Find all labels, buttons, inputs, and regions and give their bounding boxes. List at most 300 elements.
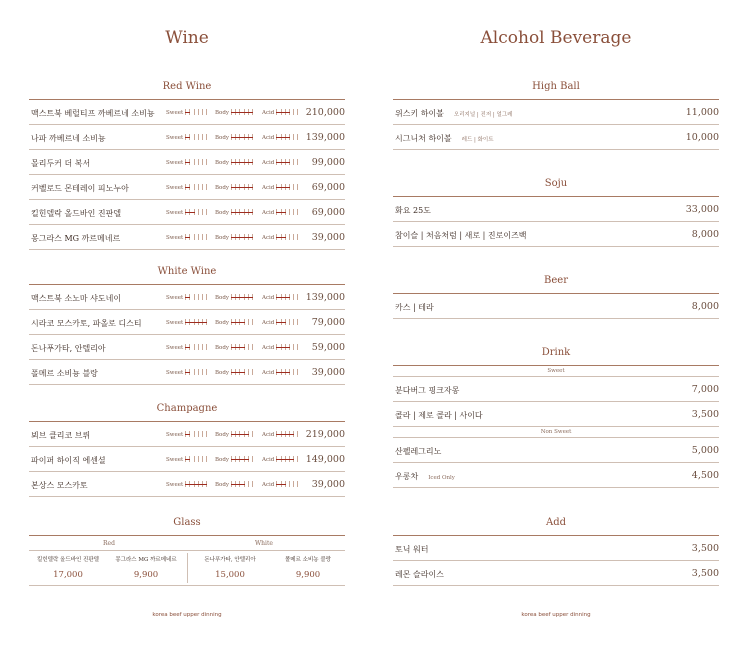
acid-level-fill bbox=[276, 237, 285, 239]
acid-label: Acid bbox=[262, 344, 275, 351]
sweet-level-bar bbox=[185, 456, 207, 462]
item-price: 210,000 bbox=[305, 107, 345, 118]
sweet-level-fill bbox=[185, 297, 190, 299]
body-level-bar bbox=[231, 481, 253, 487]
level-tick bbox=[202, 134, 203, 140]
wine-footer: korea beef upper dinning bbox=[152, 612, 222, 618]
add-section bbox=[393, 516, 719, 586]
level-tick bbox=[293, 159, 294, 165]
item-name-text: 분다버그 핑크자몽 bbox=[395, 386, 460, 395]
sweet-level-bar bbox=[185, 109, 207, 115]
acid-level-fill bbox=[276, 322, 285, 324]
acid-label: Acid bbox=[262, 369, 275, 376]
body-meter bbox=[215, 184, 253, 191]
level-tick bbox=[289, 481, 290, 487]
level-tick bbox=[206, 294, 207, 300]
acid-label: Acid bbox=[262, 294, 275, 301]
item-name bbox=[395, 133, 494, 144]
item-name bbox=[31, 233, 120, 244]
item-name bbox=[395, 230, 527, 241]
menu-row bbox=[393, 463, 719, 488]
sweet-level-bar bbox=[185, 134, 207, 140]
glass-title: Glass bbox=[173, 517, 201, 528]
glass-item-price: 9,900 bbox=[295, 570, 321, 580]
item-price: 69,000 bbox=[311, 207, 345, 218]
item-price: 149,000 bbox=[305, 454, 345, 465]
glass-item-name: 몽그라스 MG 까르메네르 bbox=[115, 557, 177, 563]
body-meter bbox=[215, 369, 253, 376]
glass-item bbox=[191, 555, 269, 580]
acid-level-fill bbox=[276, 297, 290, 299]
body-label: Body bbox=[215, 456, 229, 463]
sweet-level-bar bbox=[185, 319, 207, 325]
acid-meter bbox=[262, 481, 298, 488]
level-tick bbox=[248, 481, 249, 487]
acid-meter bbox=[262, 344, 298, 351]
sweet-label: Sweet bbox=[166, 456, 184, 463]
sweet-meter bbox=[166, 294, 207, 301]
sweet-level-fill bbox=[185, 187, 190, 189]
item-name bbox=[31, 368, 98, 379]
wine-row bbox=[29, 310, 345, 335]
level-tick bbox=[252, 369, 253, 375]
item-name-text: 나파 까베르네 소비뇽 bbox=[31, 134, 106, 143]
menu-row bbox=[393, 125, 719, 150]
menu-row bbox=[393, 100, 719, 125]
acid-level-bar bbox=[276, 209, 298, 215]
item-name-text: 우롱차 bbox=[395, 472, 419, 481]
level-tick bbox=[297, 159, 298, 165]
wine-row bbox=[29, 472, 345, 497]
level-tick bbox=[297, 184, 298, 190]
body-level-fill bbox=[231, 322, 245, 324]
level-tick bbox=[198, 234, 199, 240]
level-tick bbox=[293, 184, 294, 190]
item-price: 11,000 bbox=[685, 107, 719, 118]
body-level-fill bbox=[231, 162, 253, 164]
sweet-level-fill bbox=[185, 237, 190, 239]
item-name bbox=[31, 158, 90, 169]
sweet-level-fill bbox=[185, 212, 194, 214]
item-name-text: 참이슬 | 처음처럼 | 새로 | 진로이즈백 bbox=[395, 231, 527, 240]
soju-title: Soju bbox=[544, 178, 568, 189]
sweet-label: Sweet bbox=[166, 184, 184, 191]
level-tick bbox=[252, 431, 253, 437]
item-name bbox=[395, 385, 459, 396]
item-name-text: 폴메르 소비뇽 블랑 bbox=[31, 369, 98, 378]
body-label: Body bbox=[215, 159, 229, 166]
acid-label: Acid bbox=[262, 431, 275, 438]
glass-item-name: 킬힌델락 올드바인 진판델 bbox=[37, 557, 99, 563]
level-tick bbox=[252, 344, 253, 350]
level-tick bbox=[293, 319, 294, 325]
body-level-bar bbox=[231, 319, 253, 325]
level-tick bbox=[202, 234, 203, 240]
level-tick bbox=[206, 344, 207, 350]
level-tick bbox=[293, 109, 294, 115]
beer-title: Beer bbox=[544, 275, 568, 286]
sweet-label: Sweet bbox=[166, 294, 184, 301]
sweet-meter bbox=[166, 209, 207, 216]
acid-meter bbox=[262, 319, 298, 326]
sweet-label: Sweet bbox=[166, 234, 184, 241]
level-tick bbox=[297, 344, 298, 350]
item-price: 3,500 bbox=[691, 568, 719, 579]
acid-level-bar bbox=[276, 294, 298, 300]
body-meter bbox=[215, 209, 253, 216]
acid-label: Acid bbox=[262, 481, 275, 488]
item-name bbox=[31, 208, 121, 219]
wine-row bbox=[29, 335, 345, 360]
item-name bbox=[31, 480, 88, 491]
glass-item-name: 폴메르 소비뇽 블랑 bbox=[284, 557, 331, 563]
alcohol-footer: korea beef upper dinning bbox=[521, 612, 591, 618]
acid-meter bbox=[262, 456, 298, 463]
item-price: 39,000 bbox=[311, 367, 345, 378]
red-wine-title: Red Wine bbox=[162, 81, 212, 92]
item-name bbox=[31, 293, 121, 304]
item-name-text: 카스 | 테라 bbox=[395, 303, 434, 312]
sweet-level-bar bbox=[185, 209, 207, 215]
body-level-bar bbox=[231, 184, 253, 190]
wine-row bbox=[29, 422, 345, 447]
sweet-label: Sweet bbox=[166, 344, 184, 351]
acid-level-fill bbox=[276, 112, 290, 114]
sweet-level-fill bbox=[185, 112, 190, 114]
level-tick bbox=[194, 294, 195, 300]
item-name bbox=[395, 471, 455, 482]
acid-level-bar bbox=[276, 184, 298, 190]
item-price: 139,000 bbox=[305, 132, 345, 143]
level-tick bbox=[206, 234, 207, 240]
item-name bbox=[395, 302, 434, 313]
level-tick bbox=[252, 481, 253, 487]
sweet-level-fill bbox=[185, 372, 190, 374]
level-tick bbox=[194, 184, 195, 190]
white-wine-section bbox=[29, 265, 345, 385]
level-tick bbox=[248, 344, 249, 350]
glass-section bbox=[29, 516, 345, 586]
level-tick bbox=[206, 369, 207, 375]
level-tick bbox=[206, 134, 207, 140]
sweet-meter bbox=[166, 344, 207, 351]
acid-meter bbox=[262, 431, 298, 438]
sweet-level-bar bbox=[185, 344, 207, 350]
item-price: 99,000 bbox=[311, 157, 345, 168]
item-name bbox=[31, 183, 129, 194]
acid-level-fill bbox=[276, 372, 290, 374]
acid-level-fill bbox=[276, 434, 294, 436]
level-tick bbox=[202, 369, 203, 375]
red-wine-section bbox=[29, 80, 345, 250]
wine-page bbox=[29, 0, 345, 649]
acid-meter bbox=[262, 159, 298, 166]
acid-label: Acid bbox=[262, 109, 275, 116]
item-name-text: 토닉 워터 bbox=[395, 545, 429, 554]
body-level-bar bbox=[231, 234, 253, 240]
wine-row bbox=[29, 175, 345, 200]
item-price: 5,000 bbox=[691, 445, 719, 456]
glass-item-price: 17,000 bbox=[53, 570, 83, 580]
body-level-fill bbox=[231, 347, 245, 349]
glass-item-price: 15,000 bbox=[215, 570, 245, 580]
acid-level-fill bbox=[276, 162, 290, 164]
level-tick bbox=[206, 184, 207, 190]
level-tick bbox=[297, 209, 298, 215]
item-name-text: 돈나푸가타, 안텔리아 bbox=[31, 344, 106, 353]
level-tick bbox=[198, 294, 199, 300]
sweet-level-fill bbox=[185, 459, 190, 461]
wine-row bbox=[29, 200, 345, 225]
level-tick bbox=[206, 209, 207, 215]
wine-title: Wine bbox=[165, 28, 209, 48]
level-tick bbox=[293, 134, 294, 140]
item-name bbox=[395, 446, 441, 457]
item-price: 219,000 bbox=[305, 429, 345, 440]
drink-section bbox=[393, 346, 719, 488]
level-tick bbox=[206, 159, 207, 165]
sweet-meter bbox=[166, 369, 207, 376]
menu-row bbox=[393, 222, 719, 247]
level-tick bbox=[297, 234, 298, 240]
item-name-text: 파이퍼 하이직 에센셜 bbox=[31, 456, 106, 465]
item-note: 레드 | 화이트 bbox=[461, 137, 494, 143]
item-price: 4,500 bbox=[691, 470, 719, 481]
acid-level-fill bbox=[276, 347, 290, 349]
sweet-meter bbox=[166, 319, 207, 326]
highball-section bbox=[393, 80, 719, 150]
level-tick bbox=[198, 369, 199, 375]
glass-item-price: 9,900 bbox=[133, 570, 159, 580]
body-level-fill bbox=[231, 137, 253, 139]
body-level-fill bbox=[231, 297, 253, 299]
menu-row bbox=[393, 294, 719, 319]
body-level-fill bbox=[231, 459, 249, 461]
glass-red-label: Red bbox=[103, 540, 115, 547]
acid-label: Acid bbox=[262, 234, 275, 241]
body-label: Body bbox=[215, 344, 229, 351]
body-meter bbox=[215, 344, 253, 351]
item-name-text: 산펠레그리노 bbox=[395, 447, 442, 456]
sweet-meter bbox=[166, 159, 207, 166]
body-level-bar bbox=[231, 159, 253, 165]
level-tick bbox=[194, 456, 195, 462]
sweet-level-fill bbox=[185, 484, 207, 486]
sweet-level-bar bbox=[185, 184, 207, 190]
menu-row bbox=[393, 402, 719, 427]
level-tick bbox=[297, 369, 298, 375]
sweet-level-fill bbox=[185, 137, 190, 139]
sweet-label: Sweet bbox=[166, 209, 184, 216]
item-note: 오리지널 | 진저 | 얼그레 bbox=[453, 112, 513, 118]
sweet-meter bbox=[166, 481, 207, 488]
item-name-text: 본상스 모스카토 bbox=[31, 481, 88, 490]
wine-row bbox=[29, 225, 345, 250]
sweet-level-bar bbox=[185, 159, 207, 165]
item-price: 33,000 bbox=[685, 204, 719, 215]
level-tick bbox=[202, 209, 203, 215]
champagne-section bbox=[29, 402, 345, 497]
sweet-meter bbox=[166, 456, 207, 463]
body-level-bar bbox=[231, 294, 253, 300]
menu-row bbox=[393, 536, 719, 561]
level-tick bbox=[289, 209, 290, 215]
acid-level-bar bbox=[276, 456, 298, 462]
acid-level-bar bbox=[276, 134, 298, 140]
body-level-bar bbox=[231, 209, 253, 215]
item-name-text: 시라코 모스카토, 파올로 디스티 bbox=[31, 319, 142, 328]
menu-row bbox=[393, 197, 719, 222]
level-tick bbox=[248, 369, 249, 375]
drink-title: Drink bbox=[541, 347, 571, 358]
acid-level-fill bbox=[276, 484, 285, 486]
body-meter bbox=[215, 319, 253, 326]
level-tick bbox=[206, 109, 207, 115]
sweet-meter bbox=[166, 234, 207, 241]
body-level-fill bbox=[231, 112, 253, 114]
acid-level-bar bbox=[276, 319, 298, 325]
acid-meter bbox=[262, 109, 298, 116]
wine-row bbox=[29, 447, 345, 472]
sweet-level-bar bbox=[185, 234, 207, 240]
level-tick bbox=[293, 209, 294, 215]
menu-row bbox=[393, 438, 719, 463]
acid-label: Acid bbox=[262, 319, 275, 326]
body-meter bbox=[215, 481, 253, 488]
body-level-bar bbox=[231, 134, 253, 140]
body-label: Body bbox=[215, 109, 229, 116]
acid-level-fill bbox=[276, 212, 285, 214]
sweet-label: Sweet bbox=[166, 109, 184, 116]
level-tick bbox=[194, 109, 195, 115]
sweet-label: Sweet bbox=[166, 319, 184, 326]
level-tick bbox=[194, 159, 195, 165]
item-name bbox=[395, 410, 483, 421]
item-name bbox=[395, 544, 428, 555]
item-price: 69,000 bbox=[311, 182, 345, 193]
sweet-level-bar bbox=[185, 481, 207, 487]
body-level-fill bbox=[231, 187, 253, 189]
acid-meter bbox=[262, 294, 298, 301]
body-label: Body bbox=[215, 294, 229, 301]
body-meter bbox=[215, 234, 253, 241]
acid-level-fill bbox=[276, 187, 290, 189]
item-name bbox=[31, 318, 142, 329]
level-tick bbox=[206, 456, 207, 462]
level-tick bbox=[293, 344, 294, 350]
beer-section bbox=[393, 274, 719, 319]
sweet-level-fill bbox=[185, 434, 190, 436]
level-tick bbox=[198, 431, 199, 437]
wine-row bbox=[29, 150, 345, 175]
item-name-text: 화요 25도 bbox=[395, 206, 431, 215]
acid-level-bar bbox=[276, 369, 298, 375]
item-name-text: 콜라 | 제로 콜라 | 사이다 bbox=[395, 411, 483, 420]
level-tick bbox=[202, 294, 203, 300]
level-tick bbox=[297, 134, 298, 140]
level-tick bbox=[198, 134, 199, 140]
sweet-level-fill bbox=[185, 347, 190, 349]
level-tick bbox=[202, 159, 203, 165]
item-price: 8,000 bbox=[691, 229, 719, 240]
item-name-text: 위스키 하이볼 bbox=[395, 109, 444, 118]
body-level-bar bbox=[231, 456, 253, 462]
body-meter bbox=[215, 109, 253, 116]
alcohol-page bbox=[393, 0, 719, 649]
item-name bbox=[31, 108, 155, 119]
body-label: Body bbox=[215, 134, 229, 141]
level-tick bbox=[289, 234, 290, 240]
level-tick bbox=[194, 234, 195, 240]
body-label: Body bbox=[215, 184, 229, 191]
level-tick bbox=[297, 319, 298, 325]
level-tick bbox=[194, 431, 195, 437]
item-price: 39,000 bbox=[311, 232, 345, 243]
item-name bbox=[395, 569, 444, 580]
body-label: Body bbox=[215, 431, 229, 438]
body-meter bbox=[215, 294, 253, 301]
level-tick bbox=[293, 481, 294, 487]
item-name-text: 레몬 슬라이스 bbox=[395, 570, 444, 579]
level-tick bbox=[297, 294, 298, 300]
glass-item-name: 돈나푸가타, 안텔리아 bbox=[204, 557, 256, 563]
wine-row bbox=[29, 360, 345, 385]
item-name-text: 맥스트북 소노마 샤도네이 bbox=[31, 294, 122, 303]
wine-row bbox=[29, 125, 345, 150]
sweet-level-fill bbox=[185, 322, 207, 324]
soju-section bbox=[393, 177, 719, 247]
level-tick bbox=[198, 344, 199, 350]
acid-level-bar bbox=[276, 234, 298, 240]
item-price: 59,000 bbox=[311, 342, 345, 353]
body-label: Body bbox=[215, 369, 229, 376]
sweet-label: Sweet bbox=[166, 369, 184, 376]
glass-item bbox=[107, 555, 185, 580]
level-tick bbox=[194, 369, 195, 375]
glass-white-label: White bbox=[255, 540, 273, 547]
item-price: 3,500 bbox=[691, 409, 719, 420]
level-tick bbox=[194, 134, 195, 140]
glass-item bbox=[29, 555, 107, 580]
drink-sweet-label: Sweet bbox=[393, 366, 719, 377]
acid-level-fill bbox=[276, 459, 294, 461]
wine-row bbox=[29, 100, 345, 125]
glass-divider bbox=[187, 553, 188, 583]
sweet-label: Sweet bbox=[166, 481, 184, 488]
acid-label: Acid bbox=[262, 456, 275, 463]
level-tick bbox=[206, 431, 207, 437]
glass-item bbox=[269, 555, 347, 580]
item-name-text: 뵈브 클리코 브뤼 bbox=[31, 431, 91, 440]
body-level-bar bbox=[231, 344, 253, 350]
item-price: 10,000 bbox=[685, 132, 719, 143]
item-name bbox=[395, 205, 431, 216]
sweet-meter bbox=[166, 109, 207, 116]
acid-label: Acid bbox=[262, 184, 275, 191]
wine-row bbox=[29, 285, 345, 310]
sweet-label: Sweet bbox=[166, 159, 184, 166]
acid-level-bar bbox=[276, 109, 298, 115]
body-meter bbox=[215, 134, 253, 141]
body-meter bbox=[215, 456, 253, 463]
sweet-level-bar bbox=[185, 369, 207, 375]
body-label: Body bbox=[215, 209, 229, 216]
sweet-level-fill bbox=[185, 162, 190, 164]
body-level-fill bbox=[231, 237, 253, 239]
body-level-fill bbox=[231, 372, 245, 374]
body-level-fill bbox=[231, 434, 249, 436]
item-name bbox=[395, 108, 512, 119]
